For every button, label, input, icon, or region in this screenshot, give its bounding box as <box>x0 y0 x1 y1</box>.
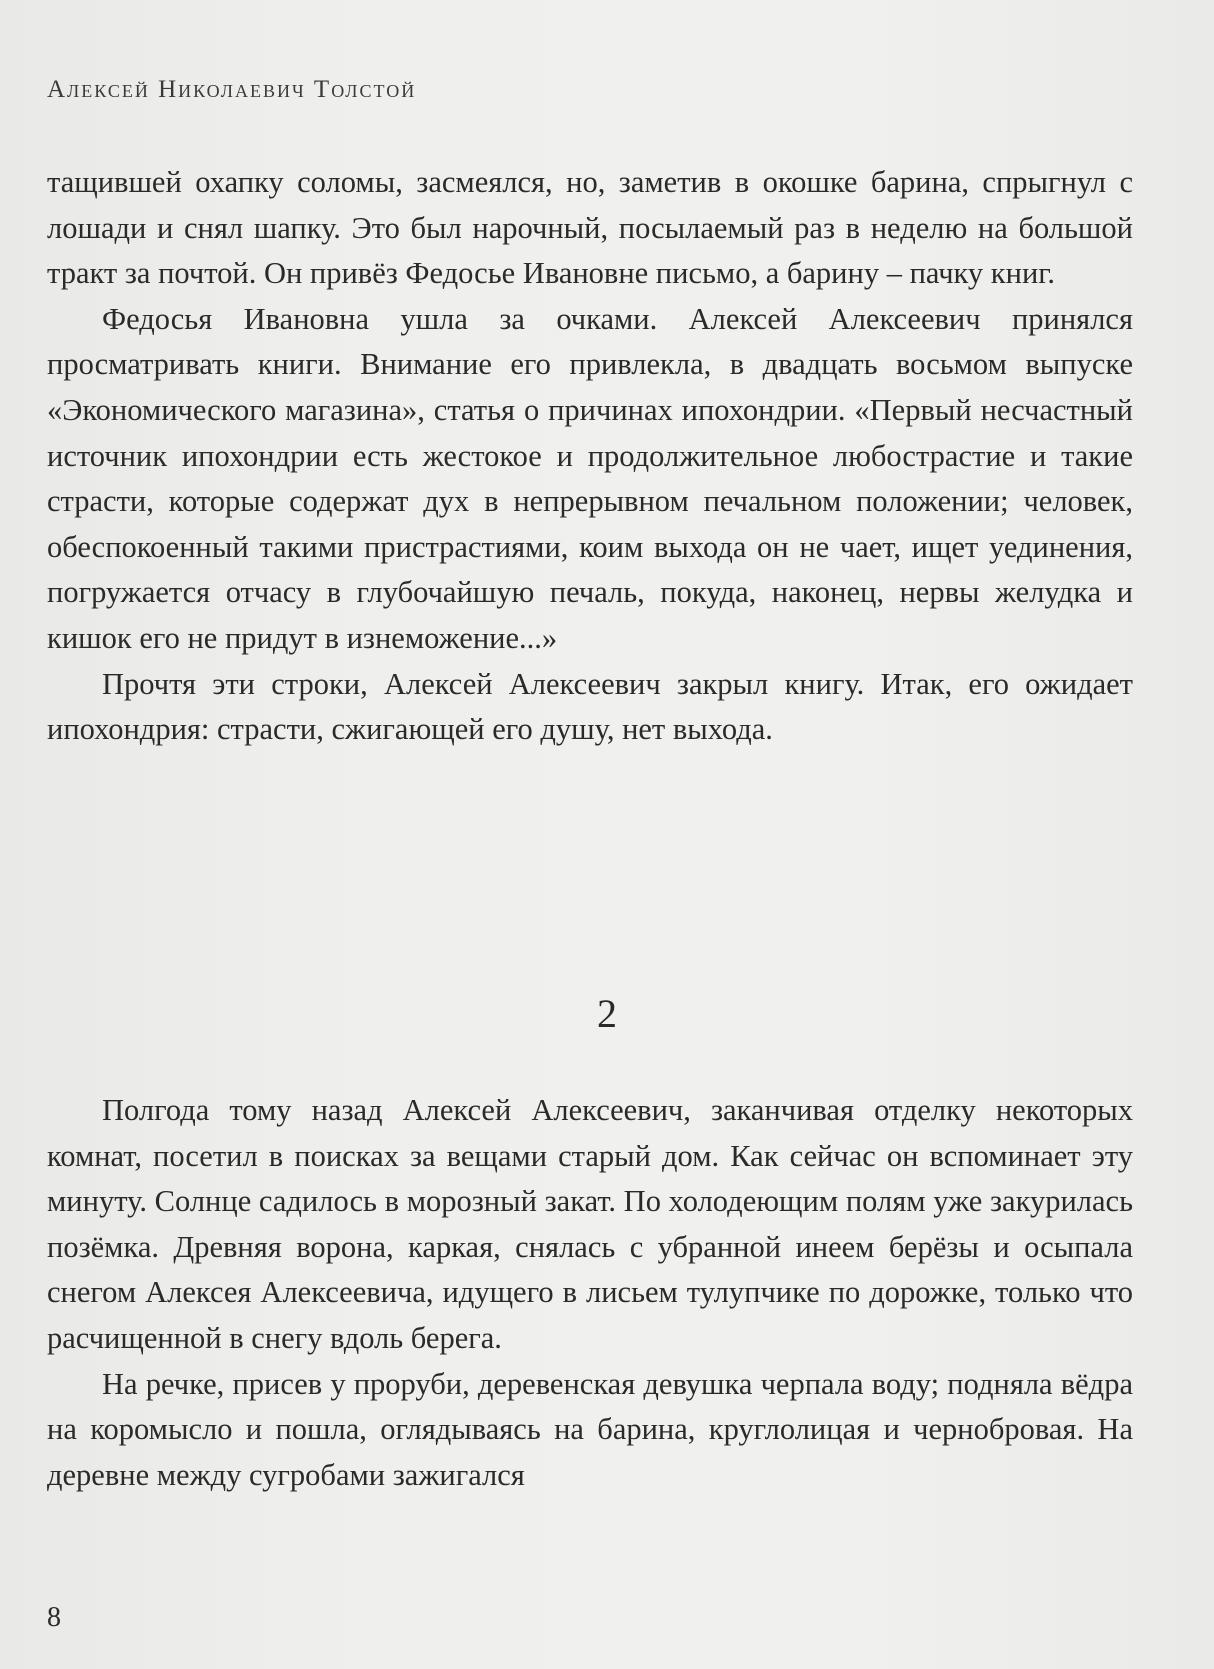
text-section-1 <box>47 160 1133 753</box>
running-header: Алексей Николаевич Толстой <box>47 76 417 103</box>
paragraph: Прочтя эти строки, Алексей Алексеевич закрыл книгу. Итак, его ожидает ипохондрия: страсти, сжигающей его душу, нет выхода. <box>47 666 1133 747</box>
paragraph: На речке, присев у проруби, деревенская девушка черпала воду; подняла вёдра на коромысло и пошла, оглядываясь на барина, круглолицая и чернобровая. На деревне между сугробами зажигался <box>47 1366 1133 1492</box>
paragraph-continuation: тащившей охапку соломы, засмеялся, но, заметив в окошке барина, спрыгнул с лошади и снял шапку. Это был нарочный, посылаемый раз в неделю на большой тракт за почтой. Он привёз Федосье Ивановне письмо, а барину – пачку книг. <box>47 165 1133 291</box>
page-number: 8 <box>47 1602 61 1633</box>
text-section-2 <box>47 1088 1133 1498</box>
paragraph: Федосья Ивановна ушла за очками. Алексей Алексеевич принялся просматривать книги. Внимание его привлекла, в двадцать восьмом выпуске «Экономического магазина», статья о причинах ипохондрии. «Первый несчастный источник ипохондрии есть жестокое и продолжительное любострастие и такие страсти, которые содержат дух в непрерывном печальном положении; человек, обеспокоенный такими пристрастиями, коим выхода он не чает, ищет уединения, погружается отчасу в глубочайшую печаль, покуда, наконец, нервы желудка и кишок его не придут в изнеможение...» <box>47 301 1133 655</box>
paragraph: Полгода тому назад Алексей Алексеевич, заканчивая отделку некоторых комнат, посетил в поисках за вещами старый дом. Как сейчас он вспоминает эту минуту. Солнце садилось в морозный закат. По холодеющим полям уже закурилась позёмка. Древняя ворона, каркая, снялась с убранной инеем берёзы и осыпала снегом Алексея Алексеевича, идущего в лисьем тулупчике по дорожке, только что расчищенной в снегу вдоль берега. <box>47 1093 1133 1355</box>
chapter-number: 2 <box>597 991 617 1036</box>
